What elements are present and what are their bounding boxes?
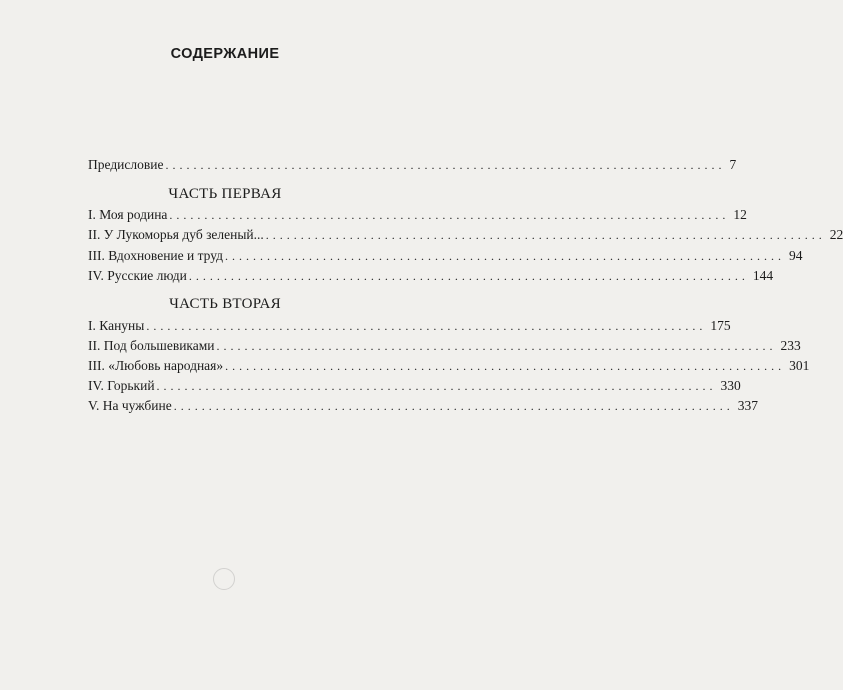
toc-entry-label: I. Кануны [88,318,145,333]
toc-entry-page: 7 [729,157,737,172]
dot-leader: ................................................................................ [173,399,734,413]
toc-entry [88,207,747,225]
dot-leader: ................................................................................ [169,208,730,222]
toc-entry-page: 175 [710,318,731,333]
dot-leader: ................................................................................ [216,339,777,353]
toc-entry-label: III. «Любовь народная» [88,358,224,373]
toc-entry-preface [88,157,737,175]
toc-entry-label: Предисловие [88,157,164,172]
dot-leader: ................................................................................ [165,158,726,172]
toc-entry-page: 301 [789,358,810,373]
dot-leader: ................................................................................ [265,228,826,242]
publisher-seal-bleed-through [213,568,235,590]
toc-entry [88,227,843,245]
toc-entry-page: 144 [752,268,774,283]
toc-entry [88,358,810,376]
toc-entry-page: 337 [737,398,758,413]
toc-entry-label: III. Вдохновение и труд [88,248,224,263]
toc-entry-page: 22 [829,227,843,242]
dot-leader: ................................................................................ [146,319,707,333]
part-heading-1: ЧАСТЬ ПЕРВАЯ [168,186,282,202]
toc-entry-page: 94 [789,248,803,263]
toc-entry-label: I. Моя родина [88,207,168,222]
part-heading-2: ЧАСТЬ ВТОРАЯ [169,296,281,312]
toc-entry [88,268,774,286]
toc-entry-page: 233 [780,338,801,353]
toc-entry-page: 330 [720,378,741,393]
toc-entry-label: II. Под большевиками [88,338,215,353]
toc-entry-label: IV. Русские люди [88,268,187,283]
toc-entry-label: V. На чужбине [88,398,172,413]
toc-entry [88,338,801,356]
bleed-through-text [0,134,450,144]
toc-entry-page: 12 [733,207,747,222]
toc-entry-label: II. У Лукоморья дуб зеленый... [88,227,264,242]
toc-entry-label: IV. Горький [88,378,155,393]
toc-title: СОДЕРЖАНИЕ [170,46,280,62]
toc-entry [88,318,731,336]
toc-entry [88,248,803,266]
dot-leader: ................................................................................ [156,379,717,393]
toc-entry [88,398,758,416]
toc-entry [88,378,741,396]
dot-leader: ................................................................................ [225,249,786,263]
dot-leader: ................................................................................ [225,359,786,373]
dot-leader: ................................................................................ [188,269,749,283]
